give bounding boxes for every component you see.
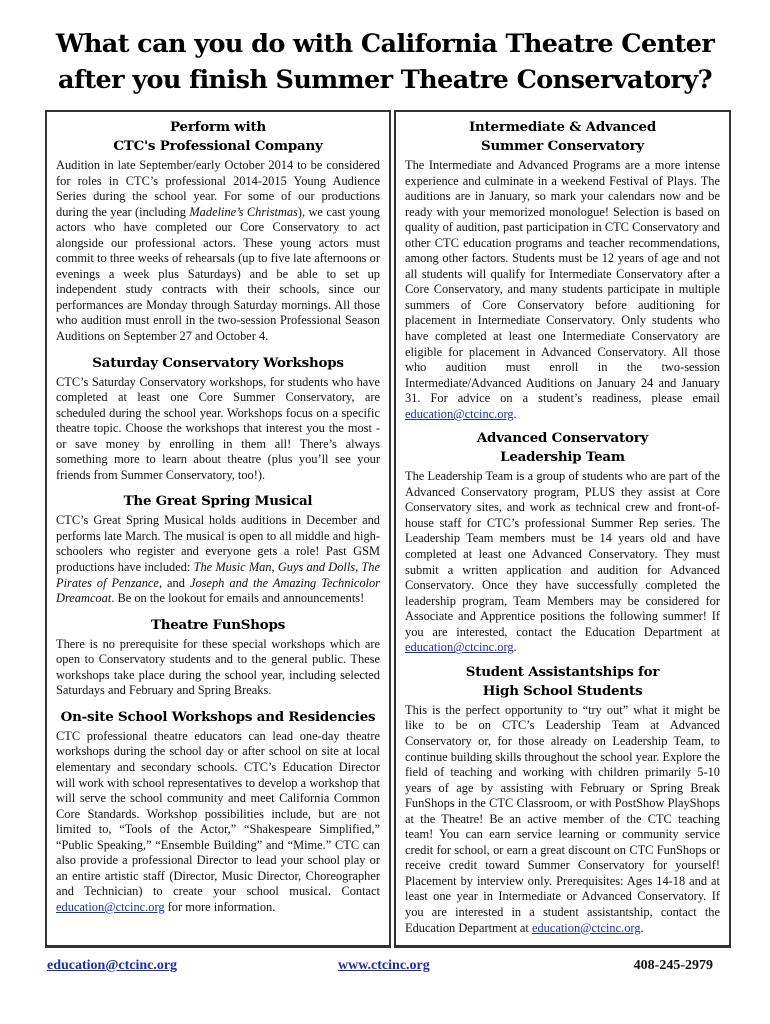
body-text: .	[513, 640, 517, 655]
section-body	[405, 703, 720, 936]
email-link[interactable]: education@ctcinc.org	[405, 640, 514, 655]
section-heading-line: High School Students	[482, 682, 643, 699]
section-spacer	[405, 656, 720, 663]
section-heading-line: Perform with	[170, 119, 266, 135]
footer-phone: 408-245-2979	[633, 958, 713, 973]
section-saturday-conservatory-workshops	[56, 354, 380, 484]
email-link[interactable]: education@ctcinc.org	[56, 899, 165, 914]
section-heading	[56, 616, 380, 635]
body-text: CTC professional theatre educators can lead one-day theatre workshops during the school day or after school on site at local elementary and secondary schools. CTC’s Education Director will work with school representatives to develop a workshop that will serve the school community and meet California Common Core Standards. Workshop possibilities include, but are not limited to, “Tools of the Actor,” “Shakespeare Simplified,” “Public Speaking,” “Ensemble Building” and “Mime.” CTC can also provide a professional Director to lead your school play or an entire artistic staff (Director, Music Director, Choreographer and Technician) to create your school musical. Contact	[56, 728, 380, 899]
body-text: .	[513, 406, 517, 421]
body-text: , and	[158, 575, 190, 590]
body-text: Audition in late September/early October 2014 to be considered for roles in CTC’s professional 2014-2015 Young Audience Series during the school year. For some of our productions during the year (including	[56, 158, 380, 219]
page-title-line-2: after you finish Summer Theatre Conservatory?	[58, 65, 712, 95]
section-heading-line: On-site School Workshops and Residencies	[60, 708, 376, 725]
body-text: The Intermediate and Advanced Programs are a more intense experience and culminate in a weekend Festival of Plays. The auditions are in January, so mark your calendars now and be ready with your memorized monologue! Selection is based on quality of audition, past participation in CTC Conservatory and other CTC education programs and teacher recommendations, among other factors. Students must be 12 years of age and not all students will qualify for Intermediate Conservatory after a Core Conservatory, and many students participate in multiple summers of Core Conservatory before auditioning for placement in Intermediate Conservatory. Only students who have completed at least one Intermediate Conservatory are eligible for placement in Advanced Conservatory. All those who audition must enroll in the two-session Intermediate/Advanced Auditions on January 24 and January 31. For advice on a student’s readiness, please email	[405, 158, 720, 406]
body-text: There is no prerequisite for these special workshops which are open to Conservatory students and to the general public. These workshops take place during the school year, including selected Saturdays and February and Spring Breaks.	[56, 636, 380, 698]
section-student-assistantships-for-high-school-students	[405, 663, 720, 936]
section-heading	[56, 118, 380, 156]
section-spacer	[56, 345, 380, 354]
section-spacer	[56, 699, 380, 708]
section-heading-line: Advanced Conservatory	[476, 430, 649, 447]
section-intermediate-advanced-summer-conservatory	[405, 118, 720, 422]
section-body	[56, 158, 380, 345]
body-text: . Be on the lookout for emails and announcements!	[111, 591, 365, 606]
section-heading	[56, 708, 380, 727]
section-heading	[405, 663, 720, 701]
section-heading-line: Student Assistantships for	[465, 663, 660, 680]
email-link[interactable]: education@ctcinc.org	[405, 406, 514, 421]
section-the-great-spring-musical	[56, 492, 380, 606]
body-text: CTC’s Great Spring Musical holds auditions in December and performs late March. The musical is open to all middle and high-schoolers who register and everyone gets a role! Past GSM productions have included:	[56, 513, 380, 575]
section-heading-line: Summer Conservatory	[480, 138, 645, 154]
body-text: This is the perfect opportunity to “try out” what it might be like to be on CTC’s Leadership Team at Advanced Conservatory or, for those already on Leadership Team, to continue building skills throughout the school year. Explore the field of teaching and working with children primarily 5-10 years of age by assisting with February or Spring Break FunShops in the CTC Classroom, or with PostShow PlayShops at the Theatre! Be an active member of the CTC teaching team! You can earn service learning or community service credit for school, or earn a great discount on CTC FunShops or receive credit toward Summer Conservatory for yourself! Placement by interview only. Prerequisites: Ages 14-18 and at least one year in Intermediate or Advanced Conservatory. If you are interested in a student assistantship, contact the Education Department at	[405, 702, 720, 935]
section-heading	[405, 429, 720, 467]
italic-title-text: Joseph and the Amazing Technicolor Dreamcoat	[56, 575, 381, 606]
email-link[interactable]: education@ctcinc.org	[531, 920, 641, 935]
section-heading-line: CTC's Professional Company	[113, 138, 323, 154]
right-column-box	[394, 110, 731, 948]
section-heading-line: The Great Spring Musical	[123, 493, 313, 510]
section-theatre-funshops	[56, 616, 380, 699]
section-body	[405, 469, 720, 656]
italic-title-text: The Music Man, Guys and Dolls, The Pirates of Penzance	[56, 560, 380, 590]
left-column-box	[45, 110, 391, 948]
section-heading	[56, 354, 380, 373]
footer	[0, 958, 770, 980]
section-body	[56, 729, 380, 916]
section-body	[56, 513, 380, 606]
section-advanced-conservatory-leadership-team	[405, 429, 720, 656]
section-body	[56, 637, 380, 699]
page-title-line-1: What can you do with California Theatre Center	[55, 29, 715, 59]
body-text: The Leadership Team is a group of students who are part of the Advanced Conservatory program, PLUS they assist at Core Conservatory sites, and work as technical crew and front-of-house staff for CTC’s professional Summer Rep series. The Leadership Team members must be 14 years old and have completed at least one Advanced Conservatory. They must submit a written application and audition for Advanced Conservatory. Once they have successfully completed the leadership program, Team Members may be considered for Associate and Apprentice positions the following summer! If you are interested, contact the Education Department at	[405, 469, 720, 639]
section-spacer	[405, 422, 720, 429]
section-body	[405, 158, 720, 422]
italic-title-text: Madeline’s Christmas	[189, 204, 298, 219]
section-heading	[56, 492, 380, 511]
section-body	[56, 375, 380, 484]
section-heading-line: Intermediate & Advanced	[468, 119, 657, 135]
section-heading-line: Theatre FunShops	[150, 616, 286, 633]
section-spacer	[56, 483, 380, 492]
section-perform-with-ctc-s-professional-company	[56, 118, 380, 345]
body-text: ), we cast young actors who have completed our Core Conservatory to act alongside our professional actors. These young actors must commit to three weeks of rehearsals (up to five late afternoons or evenings a week plus Saturdays) and be able to set up independent study contracts with their schools, since our performances are Monday through Saturday mornings. All those who audition must enroll in the two-session Professional Season Auditions on September 27 and October 4.	[56, 204, 380, 344]
body-text: .	[640, 920, 644, 935]
page-title	[0, 26, 770, 98]
footer-email-link[interactable]: education@ctcinc.org	[47, 958, 178, 973]
section-heading-line: Saturday Conservatory Workshops	[92, 354, 344, 371]
section-spacer	[56, 607, 380, 616]
body-text: for more information.	[164, 899, 276, 914]
section-heading-line: Leadership Team	[500, 449, 625, 466]
body-text: CTC’s Saturday Conservatory workshops, for students who have completed at least one Core Summer Conservatory, are scheduled during the school year. Workshops focus on a specific theatre topic. Choose the workshops that interest you the most - or save money by enrolling in them all! There’s always something more to learn about theatre (plus you’ll see your friends from Summer Conservatory, too!).	[56, 374, 380, 482]
section-heading	[405, 118, 720, 156]
footer-website-link[interactable]: www.ctcinc.org	[338, 958, 430, 973]
section-on-site-school-workshops-and-residencies	[56, 708, 380, 916]
